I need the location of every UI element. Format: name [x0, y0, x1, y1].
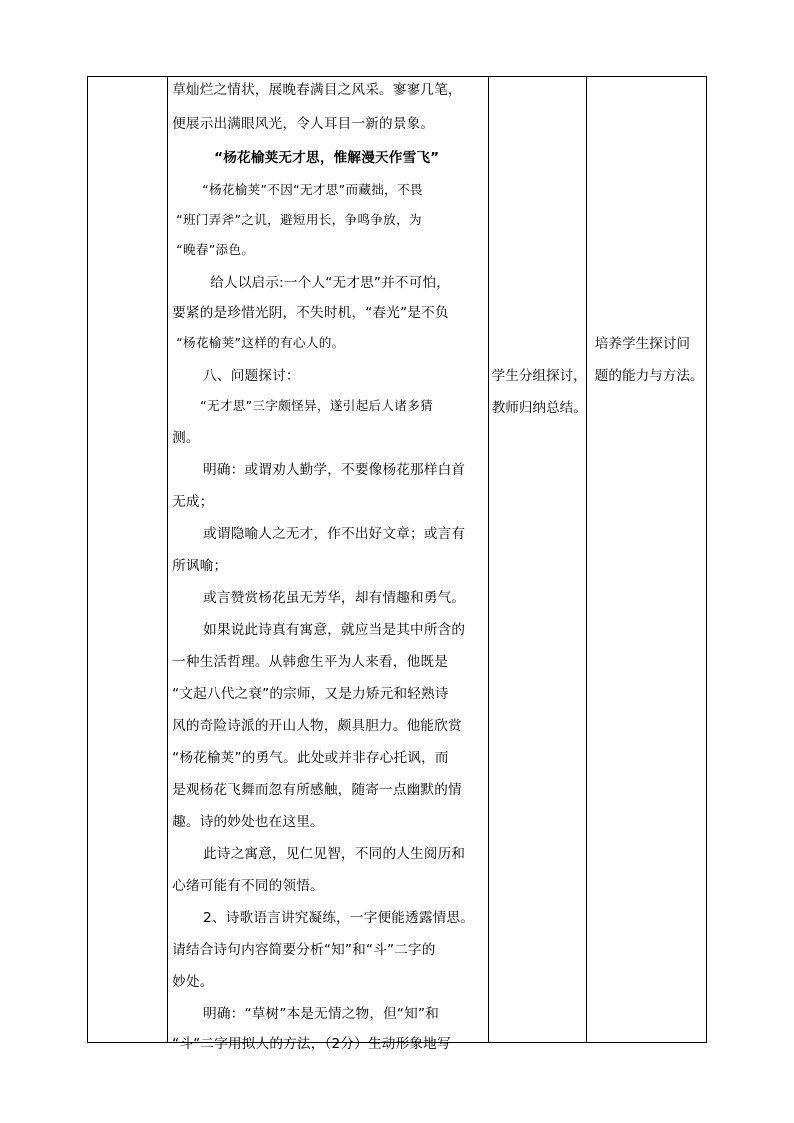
activity-cell: [488, 77, 586, 1043]
content-line: 或谓隐喻人之无才，作不出好文章；或言有: [203, 526, 466, 542]
content-line: 或言赞赏杨花虽无芳华，却有情趣和勇气。: [203, 590, 466, 606]
table-row: [88, 77, 707, 1043]
teaching-content-cell: [168, 77, 489, 1052]
purpose-line: 培养学生探讨问: [594, 336, 690, 352]
content-line: “杨花榆荚”不因“无才思”而藏拙，不畏: [202, 182, 423, 197]
content-line: “班门弄斧”之讥，避短用长，争鸣争放，为: [176, 212, 422, 227]
content-line: 明确：或谓劝人勤学，不要像杨花那样白首: [203, 462, 466, 478]
content-line: 是观杨花飞舞而忽有所感触，随寄一点幽默的情: [172, 782, 462, 798]
content-line: 给人以启示:一个人“无才思”并不可怕，: [210, 275, 451, 291]
content-line: 如果说此诗真有寓意，就应当是其中所含的: [203, 622, 466, 638]
lesson-plan-table: [87, 76, 707, 1052]
content-line: 便展示出满眼风光，令人耳目一新的景象。: [172, 116, 435, 132]
content-line: “文起八代之衰”的宗师，又是力矫元和轻熟诗: [172, 686, 449, 702]
content-line: 一种生活哲理。从韩愈生平为人来看，他既是: [172, 654, 448, 670]
purpose-cell: [586, 77, 706, 1043]
content-line: 明确：“草树”本是无情之物，但“知”和: [203, 1006, 439, 1022]
section-heading: 八、问题探讨：: [203, 368, 300, 384]
section-heading: “杨花榆荚无才思，惟解漫天作雪飞”: [214, 150, 440, 166]
content-line: 请结合诗句内容简要分析“知”和“斗”二字的: [172, 942, 436, 958]
content-line: “杨花榆荚”这样的有心人的。: [176, 335, 345, 350]
activity-line: 教师归纳总结。: [491, 400, 587, 416]
content-line: 趣。诗的妙处也在这里。: [172, 814, 324, 830]
content-line: 此诗之寓意，见仁见智，不同的人生阅历和: [203, 846, 466, 862]
content-line: 风的奇险诗派的开山人物，颇具胆力。他能欣赏: [172, 718, 462, 734]
empty-first-column: [88, 77, 168, 1043]
content-line: 心绪可能有不同的领悟。: [172, 878, 324, 894]
content-line: “杨花榆荚”的勇气。此处或并非存心托讽，而: [172, 750, 449, 766]
content-line: 草灿烂之情状，展晚春满目之风采。寥寥几笔，: [172, 82, 462, 98]
content-line: 测。: [172, 430, 200, 446]
content-line: 所讽喻；: [172, 558, 228, 574]
content-line: 妙处。: [172, 974, 214, 990]
content-line: “斗”二字用拟人的方法，（2分）生动形象地写: [172, 1036, 451, 1052]
activity-line: 学生分组探讨，: [491, 368, 587, 384]
content-line: 无成；: [172, 494, 214, 510]
content-line: “晚春”添色。: [176, 242, 255, 257]
content-line: “无才思”三字颇怪异，遂引起后人诸多猜: [200, 398, 433, 413]
purpose-line: 题的能力与方法。: [594, 368, 704, 384]
content-line: 2、诗歌语言讲究凝练，一字便能透露情思。: [203, 910, 475, 926]
content-line: 要紧的是珍惜光阴，不失时机，“春光”是不负: [172, 305, 449, 321]
